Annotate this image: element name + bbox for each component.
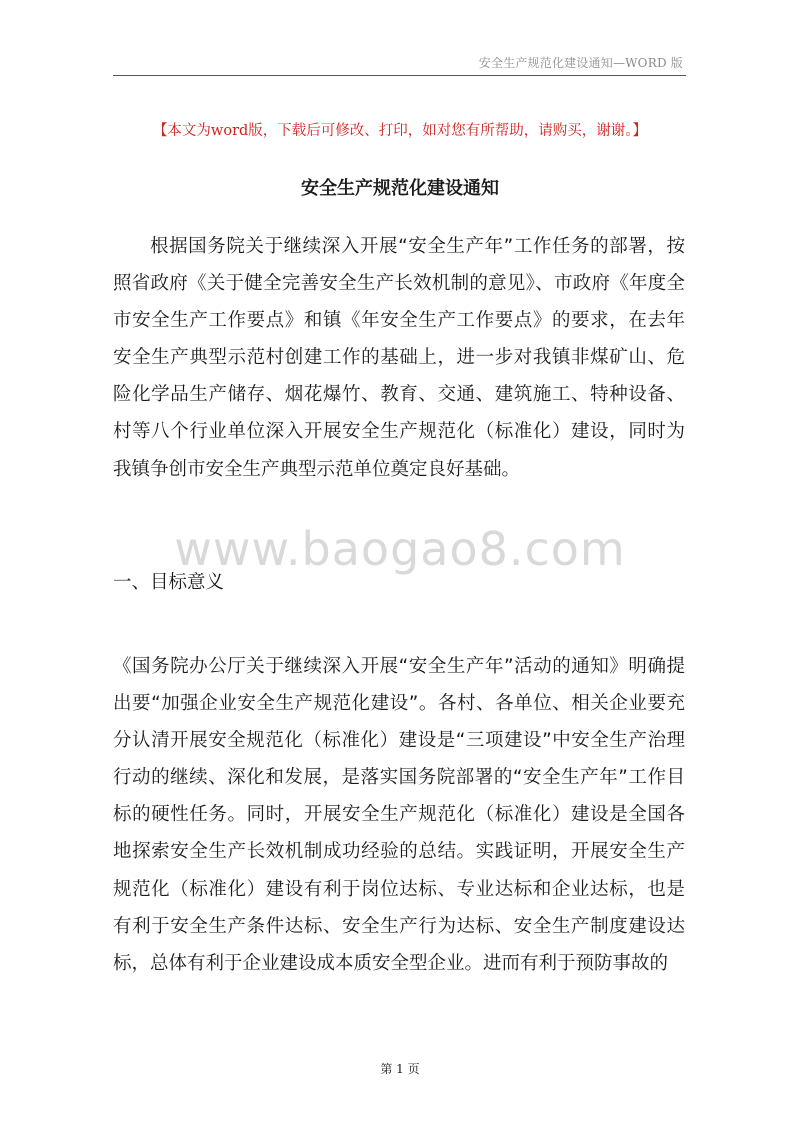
running-header: 安全生产规范化建设通知—WORD 版 — [478, 56, 683, 70]
page-number: 第 1 页 — [380, 1062, 420, 1076]
intro-paragraph: 根据国务院关于继续深入开展“安全生产年”工作任务的部署，按照省政府《关于健全完善安全生产长效机制的意见》、市政府《年度全市安全生产工作要点》和镇《年安全生产工作要点》的要求，在去年安全生产典型示范村创建工作的基础上，进一步对我镇非煤矿山、危险化学品生产储存、烟花爆竹、教育、交通、建筑施工、特种设备、村等八个行业单位深入开展安全生产规范化（标准化）建设，同时为我镇争创市安全生产典型示范单位奠定良好基础。 — [113, 236, 685, 480]
download-notice: 【本文为word版，下载后可修改、打印，如对您有所帮助，请购买，谢谢。】 — [152, 123, 648, 139]
watermark: www.baogao8.com — [174, 522, 626, 576]
section-heading: 一、目标意义 — [113, 572, 225, 593]
header-divider — [113, 75, 686, 76]
section-paragraph: 《国务院办公厅关于继续深入开展“安全生产年”活动的通知》明确提出要“加强企业安全生产规范化建设”。各村、各单位、相关企业要充分认清开展安全规范化（标准化）建设是“三项建设”中安全生产治理行动的继续、深化和发展，是落实国务院部署的“安全生产年”工作目标的硬性任务。同时，开展安全生产规范化（标准化）建设是全国各地探索安全生产长效机制成功经验的总结。实践证明，开展安全生产规范化（标准化）建设有利于岗位达标、专业达标和企业达标，也是有利于安全生产条件达标、安全生产行为达标、安全生产制度建设达标，总体有利于企业建设成本质安全型企业。进而有利于预防事故的 — [113, 656, 685, 974]
document-title: 安全生产规范化建设通知 — [301, 178, 499, 199]
